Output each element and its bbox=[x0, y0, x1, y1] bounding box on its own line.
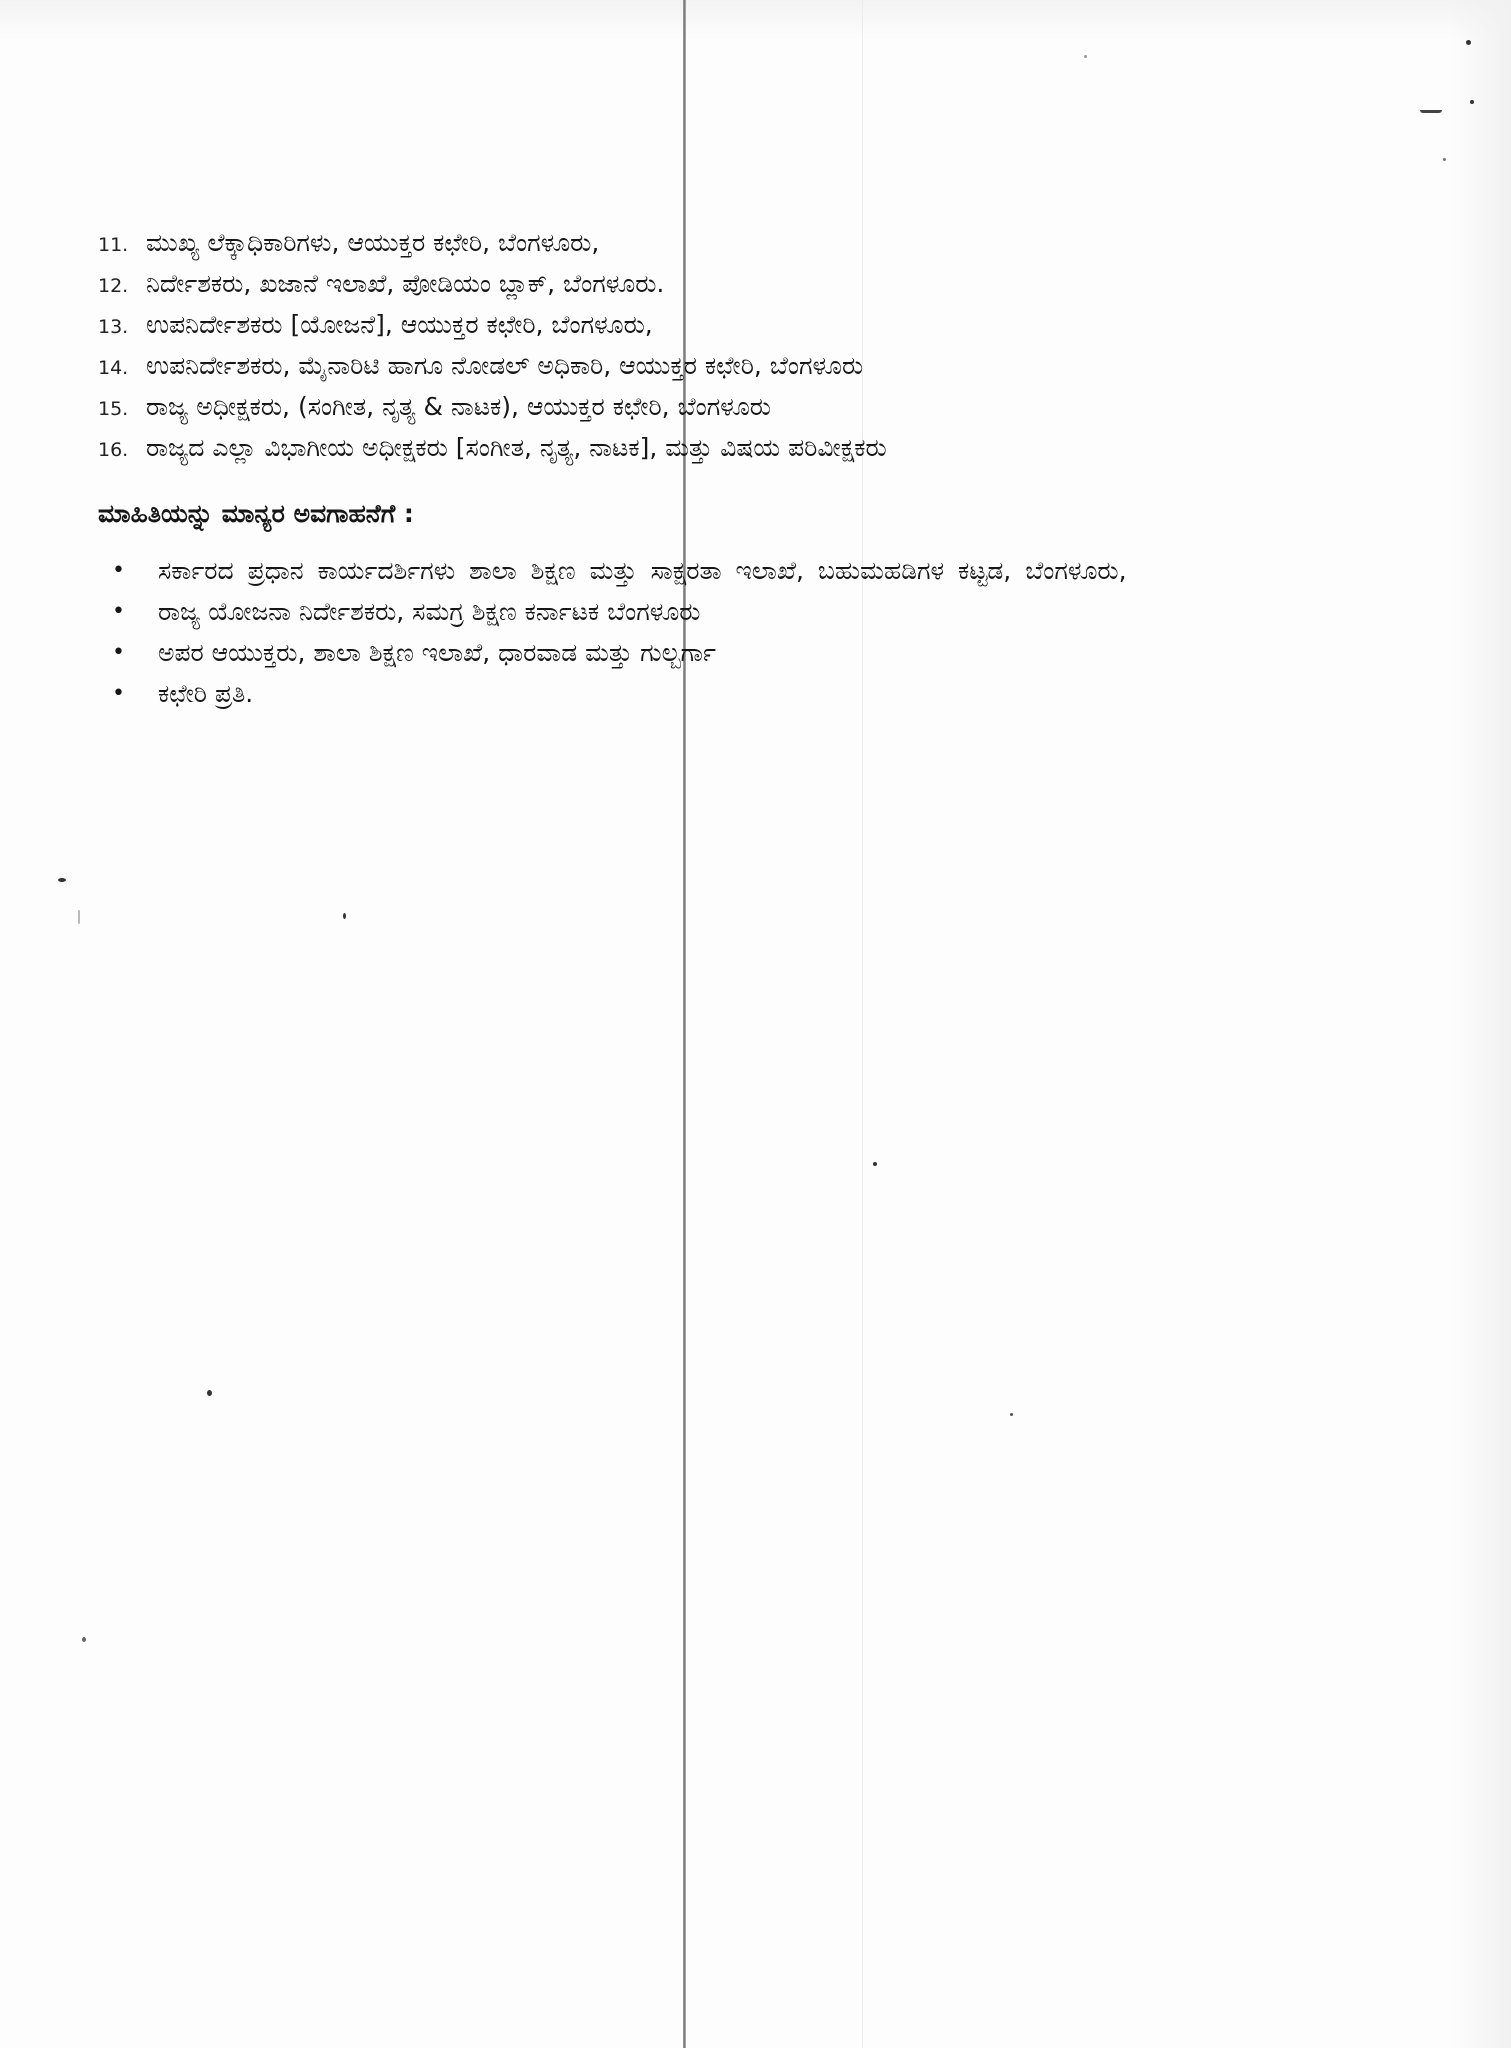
bullet-icon: • bbox=[112, 681, 125, 706]
list-item bbox=[98, 304, 1418, 345]
list-number: 14. bbox=[98, 357, 129, 379]
list-item bbox=[98, 386, 1418, 427]
bullet-item bbox=[110, 591, 1370, 632]
list-text: ರಾಜ್ಯ ಅಧೀಕ್ಷಕರು, (ಸಂಗೀತ, ನೃತ್ಯ & ನಾಟಕ), ಆಯುಕ್ತರ ಕಛೇರಿ, ಬೆಂಗಳೂರು bbox=[146, 392, 771, 421]
list-text: ಮುಖ್ಯ ಲೆಕ್ಕಾಧಿಕಾರಿಗಳು, ಆಯುಕ್ತರ ಕಛೇರಿ, ಬೆಂಗಳೂರು, bbox=[146, 228, 600, 257]
list-text: ನಿರ್ದೇಶಕರು, ಖಜಾನೆ ಇಲಾಖೆ, ಪೋಡಿಯಂ ಬ್ಲಾಕ್, ಬೆಂಗಳೂರು. bbox=[146, 269, 665, 298]
info-list bbox=[110, 550, 1370, 714]
scan-speck bbox=[1466, 40, 1471, 45]
list-number: 12. bbox=[98, 275, 129, 297]
bullet-text: ಕಛೇರಿ ಪ್ರತಿ. bbox=[158, 679, 254, 708]
scan-speck bbox=[58, 878, 66, 882]
scan-speck bbox=[207, 1390, 212, 1396]
list-text: ರಾಜ್ಯದ ಎಲ್ಲಾ ವಿಭಾಗೀಯ ಅಧೀಕ್ಷಕರು [ಸಂಗೀತ, ನೃತ್ಯ, ನಾಟಕ], ಮತ್ತು ವಿಷಯ ಪರಿವೀಕ್ಷಕರು bbox=[146, 433, 887, 462]
bullet-item bbox=[110, 632, 1370, 673]
recipient-list bbox=[98, 222, 1418, 468]
bullet-text: ಅಪರ ಆಯುಕ್ತರು, ಶಾಲಾ ಶಿಕ್ಷಣ ಇಲಾಖೆ, ಧಾರವಾಡ ಮತ್ತು ಗುಲ್ಬರ್ಗಾ bbox=[158, 638, 716, 667]
list-item bbox=[98, 345, 1418, 386]
info-heading: ಮಾಹಿತಿಯನ್ನು ಮಾನ್ಯರ ಅವಗಾಹನೆಗೆ : bbox=[98, 499, 414, 528]
scan-speck bbox=[78, 910, 80, 924]
scan-speck bbox=[1420, 110, 1442, 113]
scan-speck bbox=[1470, 100, 1474, 104]
bullet-item bbox=[110, 550, 1370, 591]
scan-edge-shade bbox=[1451, 0, 1511, 2048]
bullet-item bbox=[110, 673, 1370, 714]
list-text: ಉಪನಿರ್ದೇಶಕರು, ಮೈನಾರಿಟಿ ಹಾಗೂ ನೋಡಲ್ ಅಧಿಕಾರಿ, ಆಯುಕ್ತರ ಕಛೇರಿ, ಬೆಂಗಳೂರು bbox=[146, 351, 864, 380]
scan-speck bbox=[873, 1162, 877, 1166]
scan-top-shade bbox=[0, 0, 1511, 40]
list-number: 15. bbox=[98, 398, 129, 420]
list-item bbox=[98, 263, 1418, 304]
list-number: 16. bbox=[98, 439, 129, 461]
scan-speck bbox=[82, 1637, 86, 1642]
bullet-icon: • bbox=[112, 640, 125, 665]
list-item bbox=[98, 222, 1418, 263]
bullet-icon: • bbox=[112, 599, 125, 624]
bullet-icon: • bbox=[112, 558, 125, 583]
scan-speck bbox=[1084, 55, 1087, 58]
bullet-text: ಸರ್ಕಾರದ ಪ್ರಧಾನ ಕಾರ್ಯದರ್ಶಿಗಳು ಶಾಲಾ ಶಿಕ್ಷಣ ಮತ್ತು ಸಾಕ್ಷರತಾ ಇಲಾಖೆ, ಬಹುಮಹಡಿಗಳ ಕಟ್ಟಡ, ಬೆಂಗಳೂರು, bbox=[158, 556, 1127, 585]
scan-speck bbox=[343, 913, 346, 919]
list-number: 13. bbox=[98, 316, 129, 338]
list-item bbox=[98, 427, 1418, 468]
list-number: 11. bbox=[98, 234, 129, 256]
scan-speck bbox=[1010, 1413, 1013, 1416]
bullet-text: ರಾಜ್ಯ ಯೋಜನಾ ನಿರ್ದೇಶಕರು, ಸಮಗ್ರ ಶಿಕ್ಷಣ ಕರ್ನಾಟಕ ಬೆಂಗಳೂರು bbox=[158, 597, 701, 626]
scan-speck bbox=[1443, 158, 1446, 161]
list-text: ಉಪನಿರ್ದೇಶಕರು [ಯೋಜನೆ], ಆಯುಕ್ತರ ಕಛೇರಿ, ಬೆಂಗಳೂರು, bbox=[146, 310, 653, 339]
